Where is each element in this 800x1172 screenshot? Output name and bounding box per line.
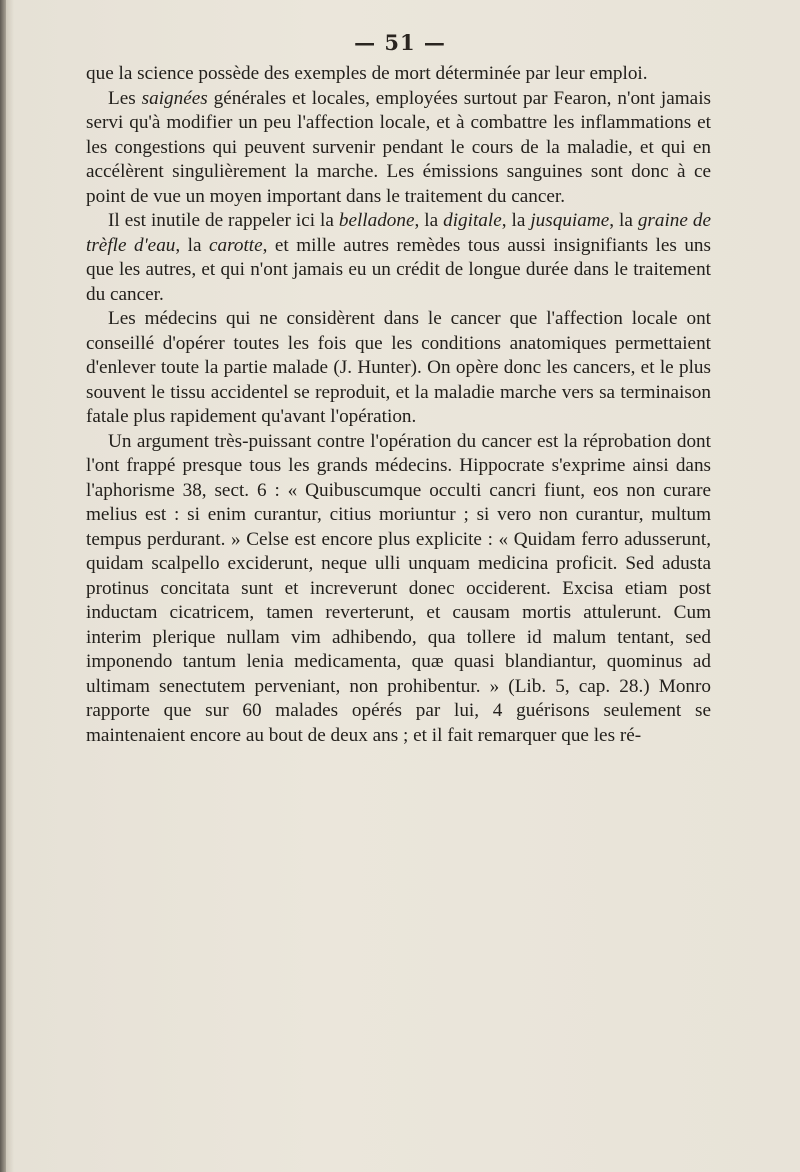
text-run: Il est inutile de rappeler ici la	[108, 210, 339, 231]
paragraph	[86, 430, 711, 749]
binding-gutter	[0, 0, 6, 1172]
italic-term: carotte	[209, 234, 263, 256]
text-run: générales et locales, employées surtout par Fearon, n'ont jamais servi qu'à modifier un peu l'affection locale, et à combattre les inflammations et les congestions qui peuvent survenir pendant le cours de la maladie, et qui en accélèrent singulièrement la marche. Les émissions sanguines sont donc à ce point de vue un moyen important dans le traitement du cancer.	[86, 87, 711, 207]
text-run: , la	[175, 234, 209, 256]
paragraph	[86, 209, 711, 307]
paragraph	[86, 307, 711, 430]
italic-term: digitale	[443, 210, 502, 231]
italic-term: jusquiame	[530, 210, 610, 231]
text-run: , la	[501, 210, 531, 231]
text-run: , et mille autres remèdes tous aussi insignifiants les uns que les autres, et qui n'ont jamais eu un crédit de longue durée dans le traitement du cancer.	[86, 234, 711, 305]
text-run: que la science possède des exemples de mort déterminée par leur emploi.	[86, 63, 648, 84]
italic-term: belladone	[338, 210, 415, 231]
italic-term: graine de trèfle d'eau	[86, 210, 711, 256]
page-number: — 51 —	[354, 30, 446, 55]
text-run: Un argument très-puissant contre l'opération du cancer est la réprobation dont l'ont frappé presque tous les grands médecins. Hippocrate s'exprime ainsi dans l'aphorisme 38, sect. 6 : « Quibuscumque occulti cancri fiunt, eos non curare melius est : si enim curantur, citius moriuntur ; si vero non curantur, multum tempus perdurant. » Celse est encore plus explicite : « Quidam ferro adusserunt, quidam scalpello exciderunt, neque ulli unquam medicina proficit. Sed adusta protinus concitata sunt et increverunt donec occiderent. Excisa etiam post inductam cicatricem, tamen reverterunt, et causam mortis attulerunt. Cum interim plerique nullam vim adhibendo, qua tollere id malum tentant, sed imponendo tantum lenia medicamenta, quæ quasi blandiantur, quominus ad ultimam senectutem perveniant, non prohibentur. » (Lib. 5, cap. 28.) Monro rapporte que sur 60 malades opérés par lui, 4 guérisons seulement se maintenaient encore au bout de deux ans ; et il fait remarquer que les ré-	[86, 430, 711, 746]
text-run: , la	[609, 210, 638, 231]
text-run: Les	[108, 87, 142, 109]
paragraph	[86, 87, 711, 210]
body-text	[86, 62, 711, 748]
paragraph	[86, 62, 711, 87]
italic-term: saignées	[141, 87, 208, 109]
text-run: Les médecins qui ne considèrent dans le cancer que l'affection locale ont conseillé d'opérer toutes les fois que les conditions anatomiques permettaient d'enlever toute la partie malade (J. Hunter). On opère donc les cancers, et le plus souvent le tissu accidentel se reproduit, et la maladie marche vers sa terminaison fatale plus rapidement qu'avant l'opération.	[86, 308, 711, 427]
text-run: , la	[414, 210, 444, 231]
